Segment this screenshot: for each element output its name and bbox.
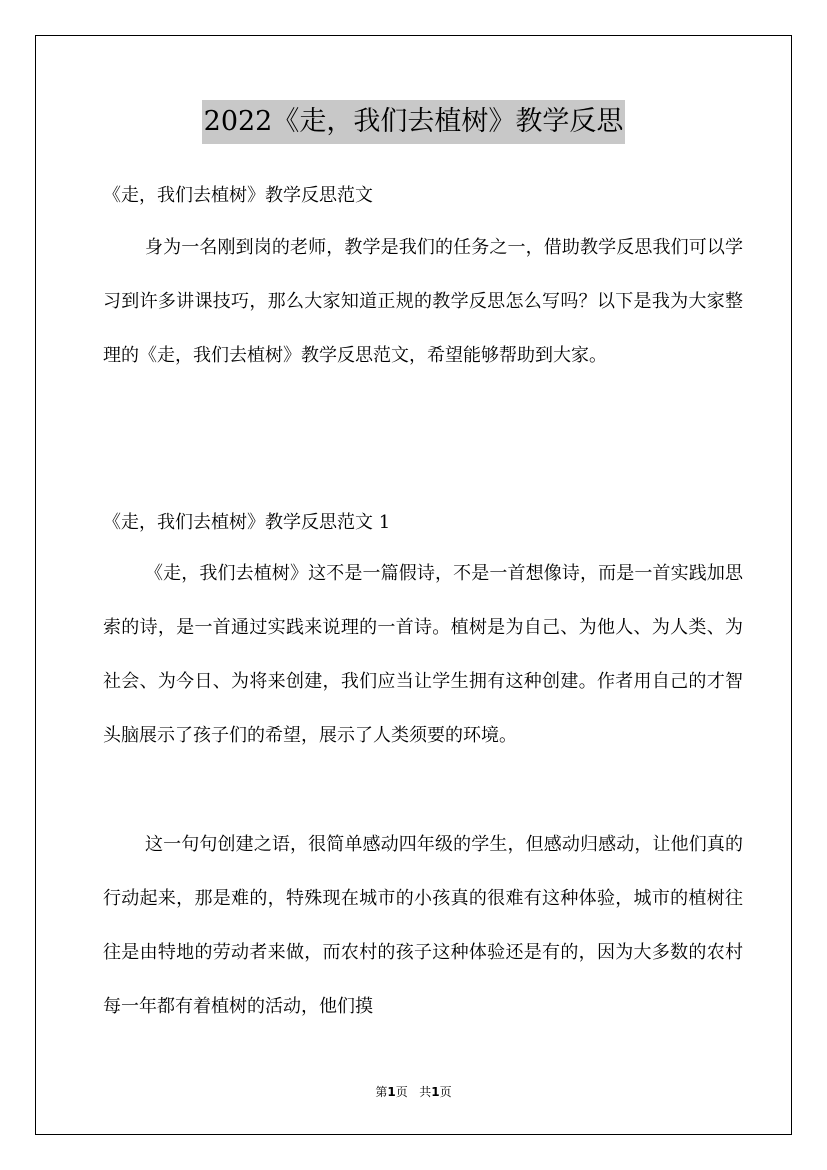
section1-heading: 《走，我们去植树》教学反思范文 1 bbox=[103, 512, 391, 533]
section1-paragraph-2: 这一句句创建之语，很简单感动四年级的学生，但感动归感动，让他们真的行动起来，那是难的，特殊现在城市的小孩真的很难有这种体验，城市的植树往往是由特地的劳动者来做，而农村的孩子这种体验还是有的，因为大多数的农村每一年都有着植树的活动，他们摸 bbox=[103, 834, 743, 1017]
footer-total-prefix: 共 bbox=[419, 1085, 432, 1099]
page-footer bbox=[0, 1083, 827, 1100]
footer-total-suffix: 页 bbox=[439, 1085, 452, 1099]
intro-paragraph: 身为一名刚到岗的老师，教学是我们的任务之一，借助教学反思我们可以学习到许多讲课技巧，那么大家知道正规的教学反思怎么写吗？以下是我为大家整理的《走，我们去植树》教学反思范文，希望能够帮助到大家。 bbox=[103, 237, 743, 366]
section1-paragraph-1: 《走，我们去植树》这不是一篇假诗，不是一首想像诗，而是一首实践加思索的诗，是一首通过实践来说理的一首诗。植树是为自己、为他人、为人类、为社会、为今日、为将来创建，我们应当让学生拥有这种创建。作者用自己的才智头脑展示了孩子们的希望，展示了人类须要的环境。 bbox=[103, 563, 743, 746]
footer-page-number: 1 bbox=[387, 1085, 396, 1099]
title-container bbox=[0, 100, 827, 144]
footer-page-suffix: 页 bbox=[395, 1085, 408, 1099]
document-title: 2022《走，我们去植树》教学反思 bbox=[202, 100, 626, 144]
footer-page-prefix: 第 bbox=[375, 1085, 388, 1099]
intro-heading: 《走，我们去植树》教学反思范文 bbox=[103, 185, 373, 206]
footer-total-number: 1 bbox=[431, 1085, 440, 1099]
